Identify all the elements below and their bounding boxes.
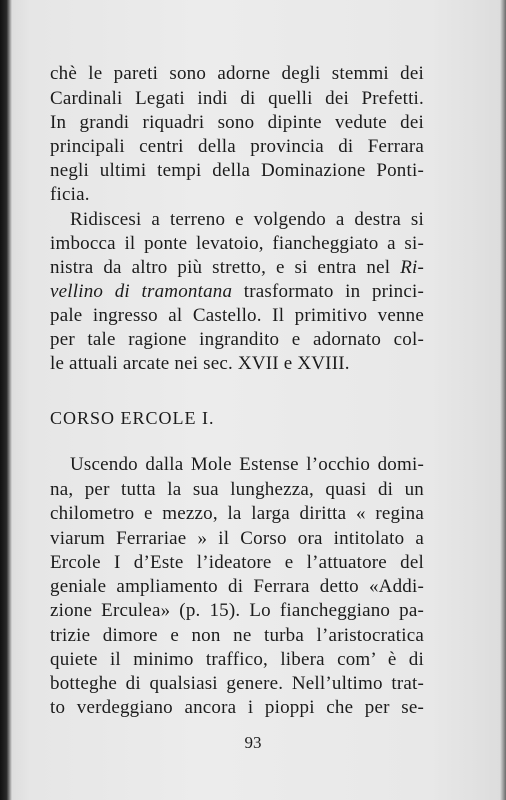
text-line: Ercole I d’Este l’ideatore e l’attuatore del [50, 552, 424, 573]
text-line: In grandi riquadri sono dipinte vedute dei [50, 112, 424, 133]
text-line: to verdeggiano ancora i pioppi che per se- [50, 697, 424, 718]
text-line: trizie dimore e non ne turba l’aristocratica [50, 625, 424, 646]
text-segment: trasformato in princi- [243, 281, 424, 302]
text-line: chè le pareti sono adorne degli stemmi dei [50, 63, 424, 84]
section-heading: CORSO ERCOLE I. [50, 408, 215, 428]
text-line: per tale ragione ingrandito e adornato col- [50, 329, 424, 350]
text-line: zione Erculea» (p. 15). Lo fiancheggiano pa- [50, 600, 424, 621]
text-line: na, per tutta la sua lunghezza, quasi di un [50, 479, 424, 500]
text-line: botteghe di qualsiasi genere. Nell’ultimo trat- [50, 673, 424, 694]
italic-segment: vellino di tramontana [50, 281, 233, 302]
text-line: chilometro e mezzo, la larga diritta « regina [50, 503, 424, 524]
text-segment: nistra da altro più stretto, e si entra nel [50, 257, 391, 278]
text-line: Uscendo dalla Mole Estense l’occhio domi- [70, 454, 424, 475]
text-line: geniale ampliamento di Ferrara detto «Addi- [50, 576, 424, 597]
text-line: imbocca il ponte levatoio, fiancheggiato a si- [50, 233, 424, 254]
text-line: Cardinali Legati indi di quelli dei Prefetti. [50, 88, 424, 109]
text-line: pale ingresso al Castello. Il primitivo venne [50, 305, 424, 326]
text-line: viarum Ferrariae » il Corso ora intitolato a [50, 528, 424, 549]
page-edge [500, 0, 506, 800]
text-line: ficia. [50, 184, 90, 205]
text-line: Ridiscesi a terreno e volgendo a destra si [70, 209, 424, 230]
text-line: le attuali arcate nei sec. XVII e XVIII. [50, 353, 350, 374]
page-number: 93 [244, 733, 262, 752]
spine-shadow [0, 0, 12, 800]
text-line: negli ultimi tempi della Dominazione Ponti- [50, 160, 424, 181]
text-line: quiete il minimo traffico, libera com’ è di [50, 649, 424, 670]
text-line [50, 256, 424, 280]
text-line: principali centri della provincia di Ferrara [50, 136, 424, 157]
italic-segment: Ri- [400, 257, 424, 278]
text-line [50, 280, 424, 304]
